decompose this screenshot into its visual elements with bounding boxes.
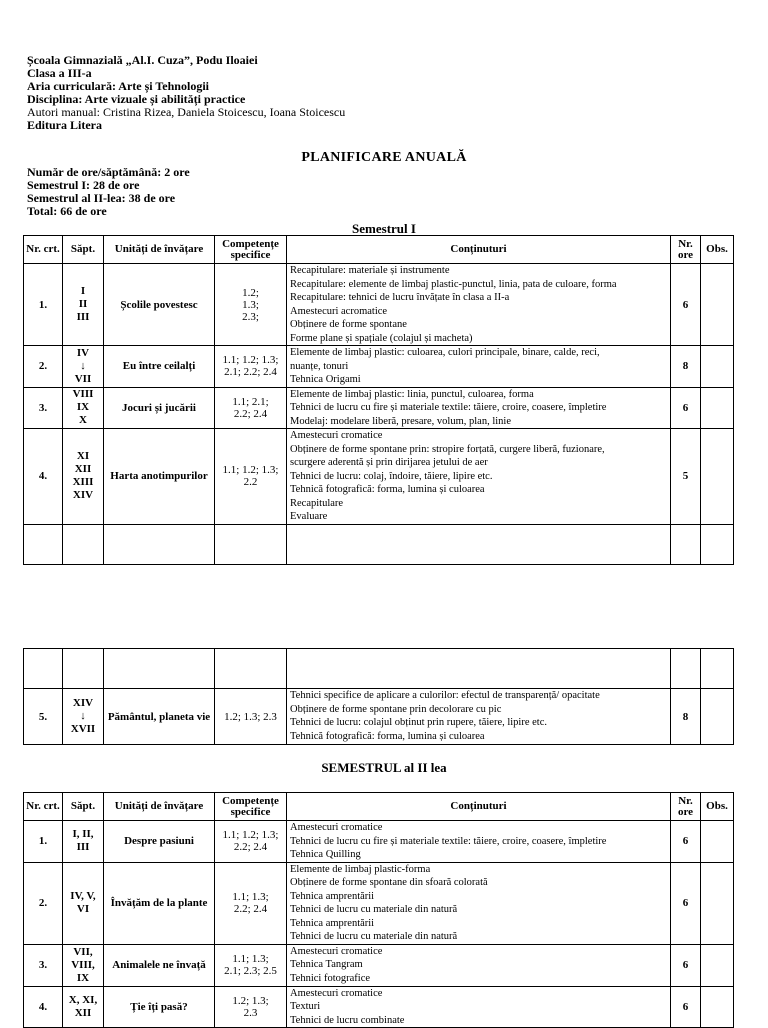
week-label: XII [74, 463, 92, 476]
content-line: Tehnici de lucru cu fire și materiale textile: tăiere, croire, coasere, împletire [290, 835, 607, 847]
semester1-hours: Semestrul I: 28 de ore [27, 178, 140, 192]
row-competences [215, 689, 287, 745]
document-header [27, 54, 345, 132]
row-unit: Pământul, planeta vie [104, 689, 215, 745]
week-label: XI [76, 450, 90, 463]
week-label: IV, V, [70, 890, 96, 902]
publisher-line: Editura Litera [27, 118, 102, 132]
content-line: Recapitulare: elemente de limbaj plastic-punctul, linia, pata de culoare, forma [290, 278, 617, 290]
page-title: PLANIFICARE ANUALĂ [301, 150, 467, 165]
content-line: Amestecuri cromatice [290, 430, 383, 441]
week-label: XIV [72, 489, 94, 502]
col-hours: Nr. ore [671, 236, 701, 264]
row-hours: 6 [671, 821, 701, 863]
content-line: Obținere de forme spontane din sfoară colorată [290, 877, 488, 888]
content-line: Tehnica Quilling [290, 849, 361, 860]
row-content [287, 862, 671, 944]
content-line: Tehnici fotografice [290, 972, 371, 984]
row-content [287, 689, 671, 745]
competence-line: 2.3; [242, 310, 259, 323]
content-line: Recapitulare [290, 497, 344, 509]
row-number: 2. [24, 346, 63, 388]
col-content: Conținuturi [287, 236, 671, 264]
content-line: Elemente de limbaj plastic: culoarea, culori principale, binare, calde, reci, [290, 347, 600, 358]
competence-line: 2.2; 2.4 [233, 903, 268, 915]
week-label: X [79, 414, 87, 427]
row-obs [701, 821, 734, 863]
semester1-table-continued [23, 648, 734, 745]
content-line: Obținere de forme spontane [290, 319, 407, 330]
row-hours: 8 [671, 346, 701, 388]
table-row [24, 429, 734, 525]
hours-per-week: Număr de ore/săptămână: 2 ore [27, 165, 190, 179]
content-line: Amestecuri cromatice [290, 945, 383, 957]
week-label: ↓ [80, 359, 86, 372]
col-hours: Nr. ore [671, 793, 701, 821]
row-unit: Învățăm de la plante [104, 862, 215, 944]
row-competences [215, 346, 287, 388]
content-line: Tehnica amprentării [290, 890, 375, 902]
week-label: XVII [70, 723, 96, 735]
row-competences [215, 821, 287, 863]
row-unit: Jocuri și jucării [104, 387, 215, 429]
col-unit: Unități de învățare [104, 793, 215, 821]
row-obs [701, 986, 734, 1028]
competence-line: 1.1; 1.2; 1.3; [222, 829, 279, 842]
content-line: Modelaj: modelare liberă, presare, volum, plan, linie [290, 415, 512, 427]
row-unit: Eu între ceilalți [104, 346, 215, 388]
col-week: Săpt. [63, 793, 104, 821]
row-weeks [63, 429, 104, 525]
row-unit: Animalele ne învață [104, 944, 215, 986]
empty-row [24, 524, 734, 564]
competence-line: 1.1; 1.2; 1.3; [222, 464, 279, 477]
col-competences: Competențe specifice [215, 793, 287, 821]
row-number: 2. [24, 862, 63, 944]
content-line: Tehnici de lucru combinate [290, 1014, 405, 1026]
table-row [24, 821, 734, 863]
content-line: Tehnica Tangram [290, 959, 363, 970]
table-row [24, 944, 734, 986]
content-line: Recapitulare: materiale și instrumente [290, 265, 450, 276]
competence-line: 2.1; 2.3; 2.5 [224, 965, 277, 977]
week-label: IX [76, 971, 90, 984]
row-content [287, 944, 671, 986]
col-week: Săpt. [63, 236, 104, 264]
row-weeks [63, 821, 104, 863]
content-line: nuanțe, tonuri [290, 360, 349, 372]
col-obs: Obs. [701, 236, 734, 264]
table-row [24, 346, 734, 388]
content-line: Forme plane și spațiale (colajul și macheta) [290, 332, 473, 344]
row-hours: 6 [671, 387, 701, 429]
total-hours: Total: 66 de ore [27, 204, 107, 218]
content-line: Recapitulare: tehnici de lucru învățate în clasa a II-a [290, 292, 510, 303]
content-line: Evaluare [290, 511, 328, 522]
semester2-hours: Semestrul al II-lea: 38 de ore [27, 191, 176, 205]
row-number: 3. [24, 944, 63, 986]
row-obs [701, 429, 734, 525]
week-label: III [76, 311, 90, 323]
row-content [287, 986, 671, 1028]
row-hours: 6 [671, 862, 701, 944]
content-line: Tehnici de lucru cu fire și materiale textile: tăiere, croire, coasere, împletire [290, 402, 607, 413]
content-line: Obținere de forme spontane prin decolorare cu pic [290, 703, 502, 715]
row-obs [701, 862, 734, 944]
content-line: Amestecuri cromatice [290, 987, 383, 999]
row-content [287, 429, 671, 525]
row-hours: 6 [671, 986, 701, 1028]
week-label: IX [76, 401, 90, 414]
col-unit: Unități de învățare [104, 236, 215, 264]
competence-line: 2.2; 2.4 [233, 407, 268, 420]
content-line: Amestecuri acromatice [290, 305, 388, 317]
row-competences [215, 264, 287, 346]
empty-row [24, 649, 734, 689]
table-header-row [24, 793, 734, 821]
content-line: Elemente de limbaj plastic-forma [290, 863, 431, 875]
col-competences: Competențe specifice [215, 236, 287, 264]
week-label: II [78, 298, 88, 310]
row-competences [215, 986, 287, 1028]
content-line: Tehnici de lucru: colaj, îndoire, tăiere, lipire etc. [290, 470, 493, 482]
row-weeks [63, 944, 104, 986]
hours-summary [27, 166, 190, 218]
week-label: I, II, [72, 828, 94, 841]
week-label: VIII [72, 388, 94, 401]
content-line: scurgere aderentă și prin dirijarea jetului de aer [290, 457, 488, 468]
row-competences [215, 862, 287, 944]
row-weeks [63, 689, 104, 745]
week-label: X, XI, [68, 993, 98, 1006]
row-number: 4. [24, 986, 63, 1028]
content-line: Obținere de forme spontane prin: stropire forțată, curgere liberă, fuzionare, [290, 443, 605, 455]
row-obs [701, 944, 734, 986]
competence-line: 1.1; 2.1; [232, 395, 269, 408]
row-obs [701, 264, 734, 346]
content-line: Tehnici specifice de aplicare a culorilor: efectul de transparență/ opacitate [290, 690, 600, 701]
week-label: I [80, 285, 86, 297]
content-line: Tehnica Origami [290, 374, 361, 385]
row-competences [215, 387, 287, 429]
content-line: Tehnici de lucru cu materiale din natură [290, 904, 458, 915]
row-number: 5. [24, 689, 63, 745]
row-content [287, 387, 671, 429]
row-hours: 8 [671, 689, 701, 745]
table-row [24, 264, 734, 346]
row-content [287, 264, 671, 346]
semester2-title: SEMESTRUL al II lea [321, 760, 447, 775]
row-number: 4. [24, 429, 63, 525]
row-weeks [63, 387, 104, 429]
col-content: Conținuturi [287, 793, 671, 821]
row-hours: 6 [671, 264, 701, 346]
content-line: Tehnici de lucru cu materiale din natură [290, 931, 458, 942]
row-unit: Școlile povestesc [104, 264, 215, 346]
class-line: Clasa a III-a [27, 66, 92, 80]
week-label: IV [76, 346, 90, 359]
row-content [287, 346, 671, 388]
row-number: 1. [24, 264, 63, 346]
row-unit: Despre pasiuni [104, 821, 215, 863]
week-label: VII, [73, 945, 93, 958]
curricular-area: Aria curriculară: Arte și Tehnologii [27, 79, 209, 93]
row-unit: Ție îți pasă? [104, 986, 215, 1028]
competence-line: 1.2; 1.3; 2.3 [224, 710, 277, 723]
competence-line: 1.1; 1.3; [232, 891, 269, 903]
col-nr: Nr. crt. [24, 793, 63, 821]
row-competences [215, 944, 287, 986]
semester2-table [23, 792, 734, 1028]
table-header-row [24, 236, 734, 264]
table-row [24, 387, 734, 429]
row-unit: Harta anotimpurilor [104, 429, 215, 525]
content-line: Tehnică fotografică: forma, lumina și culoarea [290, 484, 485, 495]
week-label: XIV [72, 697, 94, 709]
school-name: Școala Gimnazială „Al.I. Cuza”, Podu Iloaiei [27, 53, 258, 67]
competence-line: 1.2; [242, 286, 259, 299]
row-weeks [63, 862, 104, 944]
week-label: XIII [72, 476, 94, 489]
table-row [24, 986, 734, 1028]
competence-line: 2.2; 2.4 [233, 841, 268, 854]
row-weeks [63, 346, 104, 388]
row-obs [701, 689, 734, 745]
week-label: VI [76, 903, 90, 915]
authors-line: Autori manual: Cristina Rizea, Daniela Stoicescu, Ioana Stoicescu [27, 105, 346, 119]
semester1-title: Semestrul I [352, 221, 416, 236]
competence-line: 1.3; [242, 298, 259, 311]
row-obs [701, 387, 734, 429]
col-obs: Obs. [701, 793, 734, 821]
row-number: 3. [24, 387, 63, 429]
semester1-table [23, 235, 734, 565]
row-hours: 6 [671, 944, 701, 986]
competence-line: 2.2 [243, 476, 258, 489]
row-number: 1. [24, 821, 63, 863]
competence-line: 2.3 [243, 1006, 258, 1019]
table-row [24, 862, 734, 944]
row-content [287, 821, 671, 863]
week-label: ↓ [80, 710, 86, 722]
content-line: Tehnici de lucru: colajul obținut prin rupere, tăiere, lipire etc. [290, 717, 547, 728]
week-label: VII [74, 372, 92, 385]
week-label: XII [74, 1006, 92, 1019]
table-row [24, 689, 734, 745]
col-nr: Nr. crt. [24, 236, 63, 264]
content-line: Texturi [290, 1001, 321, 1012]
week-label: VIII, [71, 958, 95, 971]
row-obs [701, 346, 734, 388]
competence-line: 2.1; 2.2; 2.4 [224, 366, 277, 379]
row-hours: 5 [671, 429, 701, 525]
content-line: Elemente de limbaj plastic: linia, punctul, culoarea, forma [290, 388, 534, 400]
competence-line: 1.1; 1.3; [232, 953, 269, 965]
competence-line: 1.1; 1.2; 1.3; [222, 354, 279, 367]
discipline-line: Disciplina: Arte vizuale și abilități practice [27, 92, 246, 106]
content-line: Amestecuri cromatice [290, 822, 383, 833]
content-line: Tehnică fotografică: forma, lumina și culoarea [290, 730, 485, 742]
row-weeks [63, 986, 104, 1028]
row-weeks [63, 264, 104, 346]
competence-line: 1.2; 1.3; [232, 994, 269, 1007]
content-line: Tehnica amprentării [290, 917, 375, 929]
week-label: III [76, 841, 90, 854]
row-competences [215, 429, 287, 525]
